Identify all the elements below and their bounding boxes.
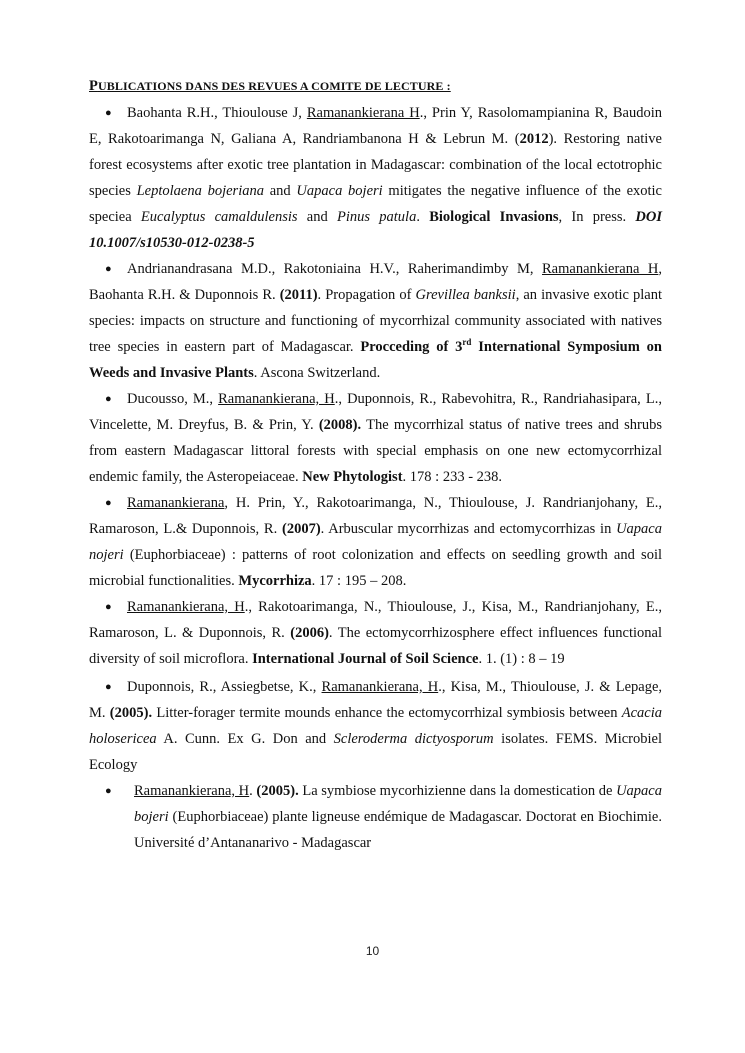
author-highlight: Ramanankierana H [306, 105, 420, 121]
bullet-icon: ● [105, 785, 112, 797]
bullet-icon: ● [105, 601, 112, 613]
reference-7: ● Ramanankierana, H. (2005). La symbiose mycorhizienne dans la domestication de Uapaca bojeri (Euphorbiaceae) plante ligneuse endémique de Madagascar. Doctorat en Biochimie. Université d’Antananarivo - Madagascar [134, 778, 662, 856]
year: (2005). [109, 705, 153, 721]
journal: Mycorrhiza [238, 573, 312, 589]
author-highlight: Ramanankierana, H [321, 679, 439, 695]
year: (2007) [281, 521, 321, 537]
author-highlight: Ramanankierana, H [134, 783, 250, 799]
reference-6: ● Duponnois, R., Assiegbetse, K., Ramanankierana, H., Kisa, M., Thioulouse, J. & Lepage, M. (2005). Litter-forager termite mounds enhance the ectomycorrhizal symbiosis between Acacia holosericea A. Cunn. Ex G. Don and Scleroderma dictyosporum isolates. FEMS. Microbiel Ecology [89, 674, 662, 778]
author-highlight: Ramanankierana H [542, 261, 659, 277]
doi: DOI 10.1007/s10530-012-0238-5 [89, 209, 662, 251]
year: (2005). [256, 783, 299, 799]
bullet-icon: ● [105, 107, 112, 119]
journal: International Journal of Soil Science [252, 651, 479, 667]
journal: Biological Invasions [429, 209, 559, 225]
author-highlight: Ramanankierana [127, 495, 225, 511]
journal: Procceding of 3 [360, 339, 463, 355]
bullet-icon: ● [105, 393, 112, 405]
reference-3: ● Ducousso, M., Ramanankierana, H., Duponnois, R., Rabevohitra, R., Randriahasipara, L., Vincelette, M. Dreyfus, B. & Prin, Y. (2008). The mycorrhizal status of native trees and shrubs from eastern Madagascar littoral forests with special emphasis on one new ectomycorrhizal endemic family, the Asteropeiaceae. New Phytologist. 178 : 233 - 238. [89, 386, 662, 490]
reference-4: ● Ramanankierana, H. Prin, Y., Rakotoarimanga, N., Thioulouse, J. Randrianjohany, E., Ramaroson, L.& Duponnois, R. (2007). Arbuscular mycorrhizas and ectomycorrhizas in Uapaca nojeri (Euphorbiaceae) : patterns of root colonization and effects on seedling growth and soil microbial functionalities. Mycorrhiza. 17 : 195 – 208. [89, 490, 662, 594]
reference-2: ● Andrianandrasana M.D., Rakotoniaina H.V., Raherimandimby M, Ramanankierana H, Baohanta R.H. & Duponnois R. (2011). Propagation of Grevillea banksii, an invasive exotic plant species: impacts on structure and functioning of mycorrhizal community associated with natives tree species in eastern part of Madagascar. Procceding of 3rd International Symposium on Weeds and Invasive Plants. Ascona Switzerland. [89, 256, 662, 386]
year: 2012 [519, 131, 549, 147]
reference-5: ● Ramanankierana, H., Rakotoarimanga, N., Thioulouse, J., Kisa, M., Randrianjohany, E., Ramaroson, L. & Duponnois, R. (2006). The ectomycorrhizosphere effect influences functional diversity of soil microflora. International Journal of Soil Science. 1. (1) : 8 – 19 [89, 594, 662, 672]
bullet-icon: ● [105, 497, 112, 509]
year: (2008). [318, 417, 362, 433]
author-highlight: Ramanankierana, H [218, 391, 335, 407]
year: (2006) [290, 625, 329, 641]
bullet-icon: ● [105, 681, 112, 693]
author-highlight: Ramanankierana, H [127, 599, 245, 615]
journal: New Phytologist [302, 469, 403, 485]
bullet-icon: ● [105, 263, 112, 275]
page-number: 10 [365, 944, 380, 958]
year: (2011) [279, 287, 318, 303]
reference-1: ● Baohanta R.H., Thioulouse J, Ramanankierana H., Prin Y, Rasolomampianina R, Baudoin E, Rakotoarimanga N, Galiana A, Randriambanona H & Lebrun M. (2012). Restoring native forest ecosystems after exotic tree plantation in Madagascar: combination of the local ectotrophic species Leptolaena bojeriana and Uapaca bojeri mitigates the negative influence of the exotic speciea Eucalyptus camaldulensis and Pinus patula. Biological Invasions, In press. DOI 10.1007/s10530-012-0238-5 [89, 100, 662, 256]
section-heading: PUBLICATIONS DANS DES REVUES A COMITE DE LECTURE : [89, 78, 451, 94]
